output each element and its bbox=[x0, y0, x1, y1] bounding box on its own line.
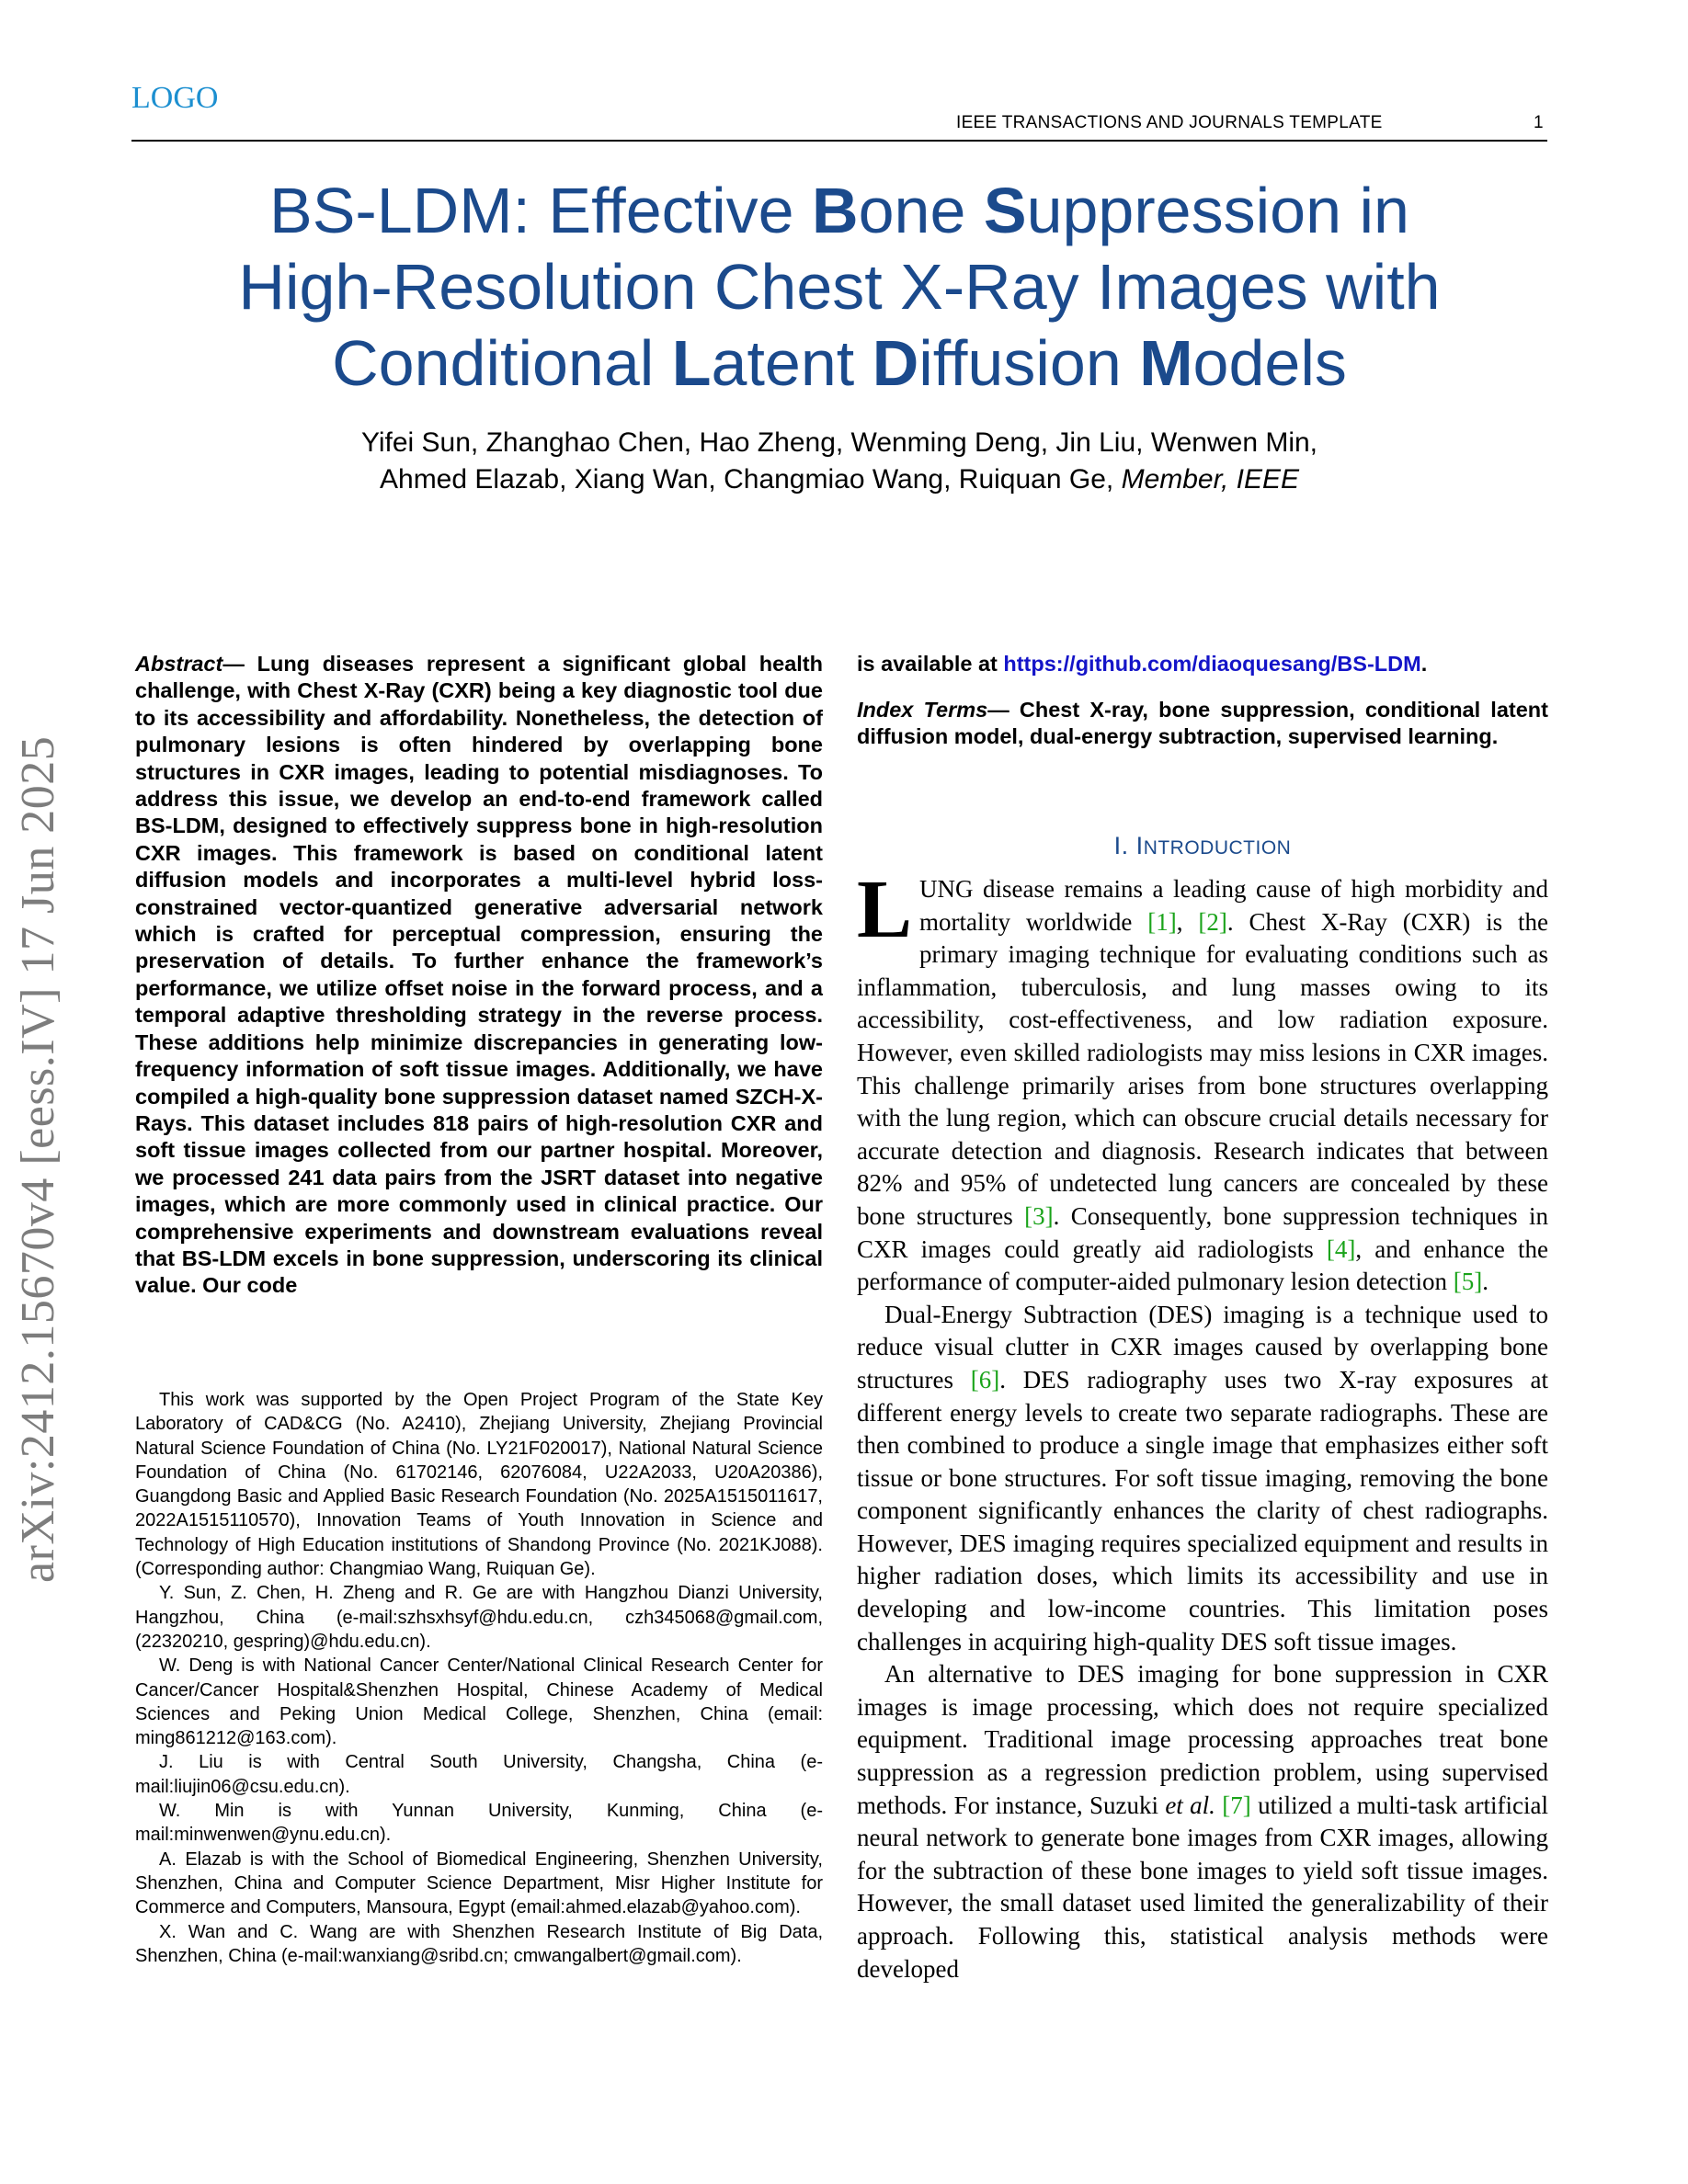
arxiv-identifier: arXiv:2412.15670v4 [eess.IV] 17 Jun 2025 bbox=[12, 735, 64, 1583]
abstract-text: — Lung diseases represent a significant global health challenge, with Chest X-Ray (CXR) being a key diagnostic tool due to its accessibility and affordability. Nonetheless, the detection of pulmonary lesions is often hindered by overlapping bone structures in CXR images, leading to potential misdiagnoses. To address this issue, we develop an end-to-end framework called BS-LDM, designed to effectively suppress bone in high-resolution CXR images. This framework is based on conditional latent diffusion models and incorporates a multi-level hybrid loss-constrained vector-quantized generative adversarial network which is crafted for perceptual compression, ensuring the preservation of details. To further enhance the framework’s performance, we utilize offset noise in the forward process, and a temporal adaptive thresholding strategy in the reverse process. These additions help minimize discrepancies in generating low-frequency information of soft tissue images. Additionally, we have compiled a high-quality bone suppression dataset named SZCH-X-Rays. This dataset includes 818 pairs of high-resolution CXR and soft tissue images collected from our partner hospital. Moreover, we processed 241 data pairs from the JSRT dataset into negative images, which are more commonly used in clinical practice. Our comprehensive experiments and downstream evaluations reveal that BS-LDM excels in bone suppression, underscoring its clinical value. Our code bbox=[135, 652, 823, 1298]
abstract-continued: is available at https://github.com/diaoquesang/BS-LDM. bbox=[857, 652, 1428, 676]
intro-paragraph-3: An alternative to DES imaging for bone suppression in CXR images is image processing, which does not require specialized equipment. Traditional image processing approaches treat bone suppression as a regression prediction problem, using supervised methods. For instance, Suzuki et al. [7] utilized a multi-task artificial neural network to generate bone images from CXR images, allowing for the subtraction of these bone images to yield soft tissue images. However, the small dataset used limited the generalizability of their approach. Following this, statistical analysis methods were developed bbox=[857, 1660, 1548, 1983]
header-rule bbox=[131, 140, 1547, 142]
footnote-affiliation: X. Wan and C. Wang are with Shenzhen Research Institute of Big Data, Shenzhen, China (e-mail:wanxiang@sribd.cn; cmwangalbert@gmail.com). bbox=[135, 1921, 823, 1966]
citation-link[interactable]: [4] bbox=[1326, 1234, 1356, 1263]
introduction-body bbox=[857, 864, 1549, 1985]
index-terms bbox=[857, 697, 1548, 751]
footnote-affiliation: A. Elazab is with the School of Biomedical Engineering, Shenzhen University, Shenzhen, China and Computer Science Department, Misr Higher Institute for Commerce and Computers, Mansoura, Egypt (email:ahmed.elazab@yahoo.com). bbox=[135, 1848, 823, 1918]
running-header: IEEE TRANSACTIONS AND JOURNALS TEMPLATE bbox=[956, 113, 1383, 132]
authors-line-1: Yifei Sun, Zhanghao Chen, Hao Zheng, Wenming Deng, Jin Liu, Wenwen Min, bbox=[360, 427, 1318, 458]
index-terms-label: Index Terms bbox=[857, 698, 988, 722]
abstract-label: Abstract bbox=[135, 652, 223, 676]
citation-link[interactable]: [6] bbox=[970, 1365, 1000, 1393]
code-link[interactable]: https://github.com/diaoquesang/BS-LDM bbox=[1003, 652, 1421, 676]
drop-cap: L bbox=[857, 864, 913, 955]
title-line-2: High-Resolution Chest X-Ray Images with bbox=[238, 251, 1441, 323]
citation-link[interactable]: [5] bbox=[1453, 1268, 1483, 1296]
footnote-affiliation: W. Deng is with National Cancer Center/National Clinical Research Center for Cancer/Cancer Hospital&Shenzhen Hospital, Chinese Academy of Medical Sciences and Peking Union Medical College, Shenzhen, China (email: ming861212@163.com). bbox=[135, 1655, 823, 1749]
page-number: 1 bbox=[1534, 113, 1544, 132]
footnote-affiliation: W. Min is with Yunnan University, Kunming, China (e-mail:minwenwen@ynu.edu.cn). bbox=[135, 1801, 823, 1846]
authors-line-2: Ahmed Elazab, Xiang Wan, Changmiao Wang, Ruiquan Ge, Member, IEEE bbox=[380, 464, 1299, 495]
citation-link[interactable]: [7] bbox=[1222, 1791, 1251, 1819]
footnotes bbox=[135, 1388, 823, 1968]
author-membership: Member, IEEE bbox=[1121, 464, 1299, 495]
footnote-funding: This work was supported by the Open Project Program of the State Key Laboratory of CAD&CG (No. A2410), Zhejiang University, Zhejiang Provincial Natural Science Foundation of China (No. LY21F020017), National Natural Science Foundation of China (No. 61702146, 62076084, U22A2033, U20A20386), Guangdong Basic and Applied Basic Research Foundation (No. 2025A1515011617, 2022A1515110570), Innovation Teams of Youth Innovation in Science and Technology of High Education institutions of Shandong Province (No. 2021KJ088). (Corresponding author: Changmiao Wang, Ruiquan Ge). bbox=[135, 1390, 823, 1580]
abstract bbox=[135, 651, 823, 1300]
author-list bbox=[131, 425, 1547, 498]
journal-logo: LOGO bbox=[131, 81, 219, 115]
title-line-3: Conditional Latent Diffusion Models bbox=[332, 327, 1347, 399]
intro-paragraph-1: LUNG disease remains a leading cause of high morbidity and mortality worldwide [1], [2]. Chest X-Ray (CXR) is the primary imaging technique for evaluating conditions such as inflammation, tuberculosis, and lung masses owing to its accessibility, cost-effectiveness, and low radiation exposure. However, even skilled radiologists may miss lesions in CXR images. This challenge primarily arises from bone structures overlapping with the lung region, which can obscure crucial details necessary for accurate detection and diagnosis. Research indicates that between 82% and 95% of undetected lung cancers are concealed by these bone structures [3]. Consequently, bone suppression techniques in CXR images could greatly aid radiologists [4], and enhance the performance of computer-aided pulmonary lesion detection [5]. bbox=[857, 864, 1549, 1296]
footnote-affiliation: Y. Sun, Z. Chen, H. Zheng and R. Ge are with Hangzhou Dianzi University, Hangzhou, China (e-mail:szhsxhsyf@hdu.edu.cn, czh345068@gmail.com, (22320210, gespring)@hdu.edu.cn). bbox=[135, 1583, 823, 1652]
title-line-1: BS-LDM: Effective Bone Suppression in bbox=[269, 175, 1409, 246]
intro-paragraph-2: Dual-Energy Subtraction (DES) imaging is a technique used to reduce visual clutter in CXR images caused by overlapping bone structures [6]. DES radiography uses two X-ray exposures at different energy levels to create two separate radiographs. These are then combined to produce a single image that emphasizes either soft tissue or bone structures. For soft tissue imaging, removing the bone component significantly enhances the clarity of chest radiographs. However, DES imaging requires specialized equipment and results in higher radiation doses, which limits its accessibility and use in developing and low-income countries. This limitation poses challenges in acquiring high-quality DES soft tissue images. bbox=[857, 1300, 1549, 1655]
index-terms-text: — Chest X-ray, bone suppression, conditional latent diffusion model, dual-energy subtraction, supervised learning. bbox=[857, 698, 1548, 749]
paper-title bbox=[131, 173, 1547, 402]
citation-link[interactable]: [3] bbox=[1024, 1201, 1054, 1230]
footnote-affiliation: J. Liu is with Central South University, Changsha, China (e-mail:liujin06@csu.edu.cn). bbox=[135, 1752, 823, 1797]
citation-link[interactable]: [1] bbox=[1147, 907, 1177, 936]
section-heading-introduction: I. INTRODUCTION bbox=[1113, 832, 1292, 859]
citation-link[interactable]: [2] bbox=[1198, 907, 1227, 936]
